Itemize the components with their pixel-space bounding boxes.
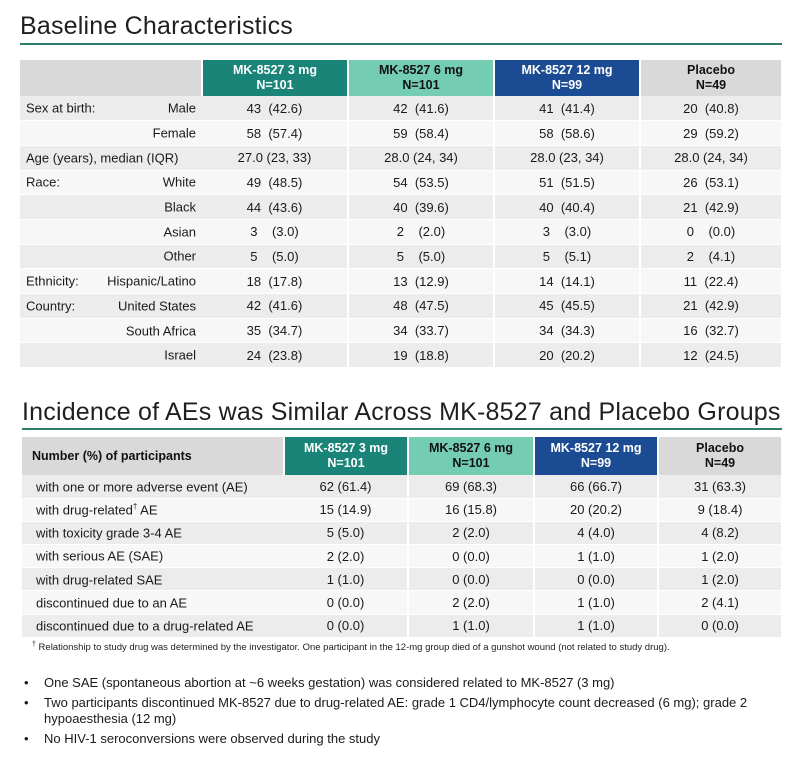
baseline-title-rule (20, 43, 782, 45)
baseline-cell: 29 (59.2) (640, 121, 782, 146)
row-subcategory: South Africa (125, 323, 196, 339)
bullet-dot: • (24, 731, 29, 746)
baseline-row-label (20, 244, 202, 269)
ae-row-label: with toxicity grade 3-4 AE (22, 521, 284, 544)
baseline-header-placebo: Placebo N=49 (640, 60, 782, 96)
baseline-header-6mg: MK-8527 6 mg N=101 (348, 60, 494, 96)
row-subcategory: Male (167, 100, 196, 116)
footnote-text: Relationship to study drug was determined by the investigator. One participant in the 12-mg group died of a gunshot wound (not related to study drug). (35, 642, 670, 654)
baseline-cell: 54 (53.5) (348, 170, 494, 195)
ae-cell: 15 (14.9) (284, 498, 408, 521)
baseline-cell: 34 (34.3) (494, 318, 640, 343)
bullet-item: • One SAE (spontaneous abortion at ~6 weeks gestation) was considered related to MK-8527 (3 mg) (24, 675, 615, 690)
ae-row-label: with drug-related† AE (22, 498, 284, 521)
ae-row (22, 614, 782, 637)
baseline-cell: 58 (57.4) (202, 121, 348, 146)
ae-cell: 1 (1.0) (284, 568, 408, 591)
baseline-row-label (20, 170, 202, 195)
ae-row (22, 498, 782, 521)
baseline-table (20, 60, 783, 368)
ae-cell: 0 (0.0) (408, 568, 534, 591)
baseline-row (20, 170, 782, 195)
baseline-row-label (20, 145, 202, 170)
baseline-cell: 19 (18.8) (348, 343, 494, 368)
baseline-cell: 51 (51.5) (494, 170, 640, 195)
baseline-cell: 42 (41.6) (348, 96, 494, 121)
baseline-row (20, 195, 782, 220)
baseline-cell: 35 (34.7) (202, 318, 348, 343)
baseline-cell: 14 (14.1) (494, 269, 640, 294)
ae-cell: 1 (1.0) (408, 614, 534, 637)
baseline-row-label (20, 96, 202, 121)
ae-cell: 62 (61.4) (284, 475, 408, 498)
ae-header-12mg: MK-8527 12 mg N=99 (534, 437, 658, 475)
baseline-header-12mg: MK-8527 12 mg N=99 (494, 60, 640, 96)
baseline-cell: 34 (33.7) (348, 318, 494, 343)
ae-title-rule (22, 428, 782, 430)
baseline-cell: 3 (3.0) (202, 219, 348, 244)
baseline-row (20, 96, 782, 121)
baseline-cell: 26 (53.1) (640, 170, 782, 195)
row-subcategory: Israel (164, 347, 196, 363)
baseline-row (20, 318, 782, 343)
ae-footnote (32, 641, 670, 653)
baseline-cell: 43 (42.6) (202, 96, 348, 121)
ae-cell: 16 (15.8) (408, 498, 534, 521)
ae-header-6mg: MK-8527 6 mg N=101 (408, 437, 534, 475)
ae-cell: 2 (2.0) (284, 545, 408, 568)
baseline-row (20, 244, 782, 269)
ae-row-label: discontinued due to an AE (22, 591, 284, 614)
ae-header-label: Number (%) of participants (22, 437, 284, 475)
ae-cell: 4 (8.2) (658, 521, 782, 544)
ae-row-label: discontinued due to a drug-related AE (22, 614, 284, 637)
bullet-dot: • (24, 675, 29, 690)
baseline-header-3mg: MK-8527 3 mg N=101 (202, 60, 348, 96)
row-category: Ethnicity: (26, 273, 79, 289)
row-category: Sex at birth: (26, 100, 96, 116)
footnote-mark: † (32, 641, 36, 648)
baseline-cell: 5 (5.0) (202, 244, 348, 269)
ae-cell: 0 (0.0) (284, 614, 408, 637)
ae-cell: 0 (0.0) (284, 591, 408, 614)
baseline-cell: 45 (45.5) (494, 294, 640, 319)
baseline-cell: 49 (48.5) (202, 170, 348, 195)
baseline-cell: 27.0 (23, 33) (202, 145, 348, 170)
baseline-cell: 0 (0.0) (640, 219, 782, 244)
ae-header-3mg: MK-8527 3 mg N=101 (284, 437, 408, 475)
baseline-row (20, 269, 782, 294)
baseline-cell: 20 (20.2) (494, 343, 640, 368)
ae-cell: 0 (0.0) (408, 545, 534, 568)
ae-cell: 1 (2.0) (658, 545, 782, 568)
row-category: Country: (26, 298, 76, 314)
baseline-cell: 5 (5.0) (348, 244, 494, 269)
ae-row-label: with one or more adverse event (AE) (22, 475, 284, 498)
bullet-item: • No HIV-1 seroconversions were observed during the study (24, 731, 381, 746)
ae-header-placebo: Placebo N=49 (658, 437, 782, 475)
row-subcategory: Black (164, 199, 196, 215)
ae-cell: 5 (5.0) (284, 521, 408, 544)
baseline-cell: 11 (22.4) (640, 269, 782, 294)
baseline-row-label (20, 294, 202, 319)
baseline-cell: 18 (17.8) (202, 269, 348, 294)
ae-row-label: with serious AE (SAE) (22, 545, 284, 568)
baseline-row-label (20, 269, 202, 294)
row-subcategory: Asian (163, 224, 196, 240)
ae-cell: 4 (4.0) (534, 521, 658, 544)
ae-row (22, 568, 782, 591)
baseline-row (20, 294, 782, 319)
ae-row (22, 591, 782, 614)
ae-cell: 1 (1.0) (534, 545, 658, 568)
baseline-cell: 16 (32.7) (640, 318, 782, 343)
baseline-cell: 58 (58.6) (494, 121, 640, 146)
ae-cell: 2 (2.0) (408, 521, 534, 544)
baseline-row (20, 121, 782, 146)
ae-row (22, 545, 782, 568)
row-subcategory: Female (152, 125, 196, 141)
ae-cell: 0 (0.0) (534, 568, 658, 591)
ae-table (22, 437, 783, 638)
baseline-row-label (20, 343, 202, 368)
summary-bullets (22, 675, 782, 751)
baseline-cell: 2 (2.0) (348, 219, 494, 244)
baseline-cell: 44 (43.6) (202, 195, 348, 220)
baseline-cell: 28.0 (24, 34) (640, 145, 782, 170)
baseline-row (20, 219, 782, 244)
baseline-row (20, 145, 782, 170)
baseline-row-label (20, 121, 202, 146)
baseline-header-blank (20, 60, 202, 96)
ae-cell: 1 (1.0) (534, 591, 658, 614)
ae-cell: 20 (20.2) (534, 498, 658, 521)
bullet-dot: • (24, 695, 29, 710)
baseline-row (20, 343, 782, 368)
baseline-row-label (20, 318, 202, 343)
baseline-cell: 21 (42.9) (640, 195, 782, 220)
ae-row-label: with drug-related SAE (22, 568, 284, 591)
baseline-cell: 13 (12.9) (348, 269, 494, 294)
ae-cell: 66 (66.7) (534, 475, 658, 498)
baseline-title: Baseline Characteristics (20, 12, 293, 40)
baseline-cell: 40 (39.6) (348, 195, 494, 220)
baseline-row-label (20, 219, 202, 244)
baseline-cell: 28.0 (23, 34) (494, 145, 640, 170)
baseline-row-label (20, 195, 202, 220)
ae-header-row (22, 437, 782, 475)
baseline-cell: 59 (58.4) (348, 121, 494, 146)
bullet-item: • Two participants discontinued MK-8527 due to drug-related AE: grade 1 CD4/lymphocyte count decreased (6 mg); grade 2 hypoaesthesia (12 mg) (24, 695, 748, 726)
baseline-header-row (20, 60, 782, 96)
baseline-cell: 42 (41.6) (202, 294, 348, 319)
baseline-cell: 20 (40.8) (640, 96, 782, 121)
baseline-cell: 2 (4.1) (640, 244, 782, 269)
row-subcategory: Other (163, 248, 196, 264)
ae-cell: 2 (4.1) (658, 591, 782, 614)
baseline-cell: 48 (47.5) (348, 294, 494, 319)
ae-row (22, 475, 782, 498)
ae-title: Incidence of AEs was Similar Across MK-8527 and Placebo Groups (22, 398, 781, 426)
ae-cell: 69 (68.3) (408, 475, 534, 498)
ae-row (22, 521, 782, 544)
row-subcategory: United States (117, 298, 196, 314)
ae-cell: 1 (1.0) (534, 614, 658, 637)
row-subcategory: White (162, 174, 196, 190)
ae-cell: 1 (2.0) (658, 568, 782, 591)
baseline-cell: 41 (41.4) (494, 96, 640, 121)
baseline-cell: 21 (42.9) (640, 294, 782, 319)
footnote-ref: † (132, 502, 138, 512)
baseline-cell: 24 (23.8) (202, 343, 348, 368)
row-category: Age (years), median (IQR) (26, 150, 179, 166)
baseline-cell: 28.0 (24, 34) (348, 145, 494, 170)
ae-cell: 31 (63.3) (658, 475, 782, 498)
row-subcategory: Hispanic/Latino (107, 273, 196, 289)
baseline-cell: 3 (3.0) (494, 219, 640, 244)
baseline-cell: 40 (40.4) (494, 195, 640, 220)
ae-cell: 0 (0.0) (658, 614, 782, 637)
baseline-cell: 5 (5.1) (494, 244, 640, 269)
row-category: Race: (26, 174, 60, 190)
ae-cell: 2 (2.0) (408, 591, 534, 614)
baseline-cell: 12 (24.5) (640, 343, 782, 368)
ae-cell: 9 (18.4) (658, 498, 782, 521)
